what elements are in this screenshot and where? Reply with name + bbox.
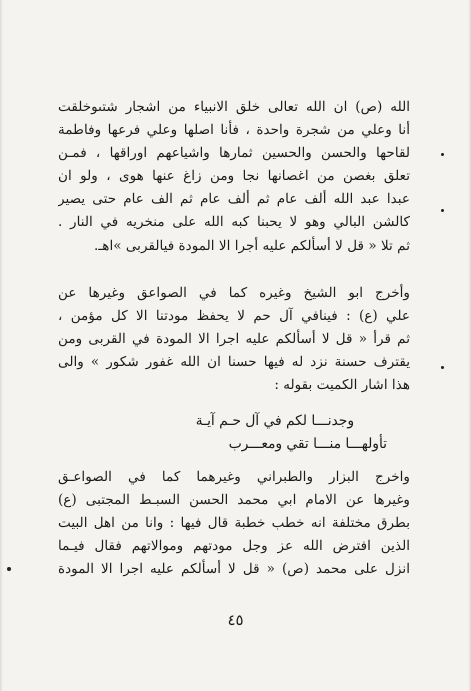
scan-shadow-left: [0, 0, 3, 691]
text-line: ثم قرأ « قل لا أسألكم عليه اجرا الا المودة في القربى ومن: [58, 331, 410, 348]
margin-speck: [441, 209, 444, 212]
paragraph-hadith-trees: [58, 96, 410, 258]
text-line: الله (ص) ان الله تعالى خلق الانبياء من اشجار شتىوخلقت: [58, 99, 410, 115]
margin-speck: [7, 567, 11, 571]
text-line: يقترف حسنة نزد له فيها حسنا ان الله غفور شكور » والى: [58, 354, 410, 371]
text-line: واخرج البزار والطبراني وغيرهما كما في الصواعـق: [58, 469, 410, 485]
text-line: بطرق مختلفة انه خطب خطبة قال فيها : وانا من اهل البيت: [58, 515, 410, 532]
paragraph-abu-shaykh: [58, 282, 410, 397]
margin-speck: [441, 366, 444, 369]
text-line: وأخرج ابو الشيخ وغيره كما في الصواعق وغيرها عن: [58, 285, 410, 301]
text-line: ثم تلا « قل لا أسألكم عليه أجرا الا المودة فيالقربى »اهـ.: [93, 237, 410, 254]
text-line: هذا اشار الكميت بقوله :: [274, 377, 410, 394]
page-number: ٤٥: [227, 611, 244, 629]
text-line: كالشن البالي وهو لا يحبنا كبه الله على منخريه في النار .: [58, 214, 410, 231]
text-line: وغيرها عن الامام ابي محمد الحسن السبـط المجتبى (ع): [58, 492, 410, 509]
text-line: عبدا عبد الله ألف عام ثم ألف عام ثم الف عام حتى يصير: [58, 191, 410, 208]
paragraph-bazzar-tabarani: [58, 466, 410, 581]
verse-line-1: وجدنـــا لكم في آل حـم آيـة: [195, 413, 354, 429]
text-line: أنا وعلي من شجرة واحدة ، فأنا اصلها وعلي فرعها وفاطمة: [58, 122, 410, 139]
text-line: تعلق بغصن من اغصانها نجا ومن زاغ عنها هوى ، ولو ان: [58, 168, 410, 185]
text-line: علي (ع) : فينافي آل حم لا يحفظ مودتنا الا كل مؤمن ،: [58, 308, 410, 325]
text-line: الذين افترض الله عز وجل مودتهم وموالاتهم فقال فيـما: [58, 538, 410, 555]
margin-speck: [441, 153, 444, 156]
verse-line-2: تأولهـــا منـــا تقي ومعـــرب: [228, 436, 387, 452]
text-line: انزل على محمد (ص) « قل لا أسألكم عليه اجرا الا المودة: [58, 561, 410, 578]
text-line: لقاحها والحسن والحسين ثمارها واشياعهم اوراقها ، فمـن: [58, 145, 410, 162]
